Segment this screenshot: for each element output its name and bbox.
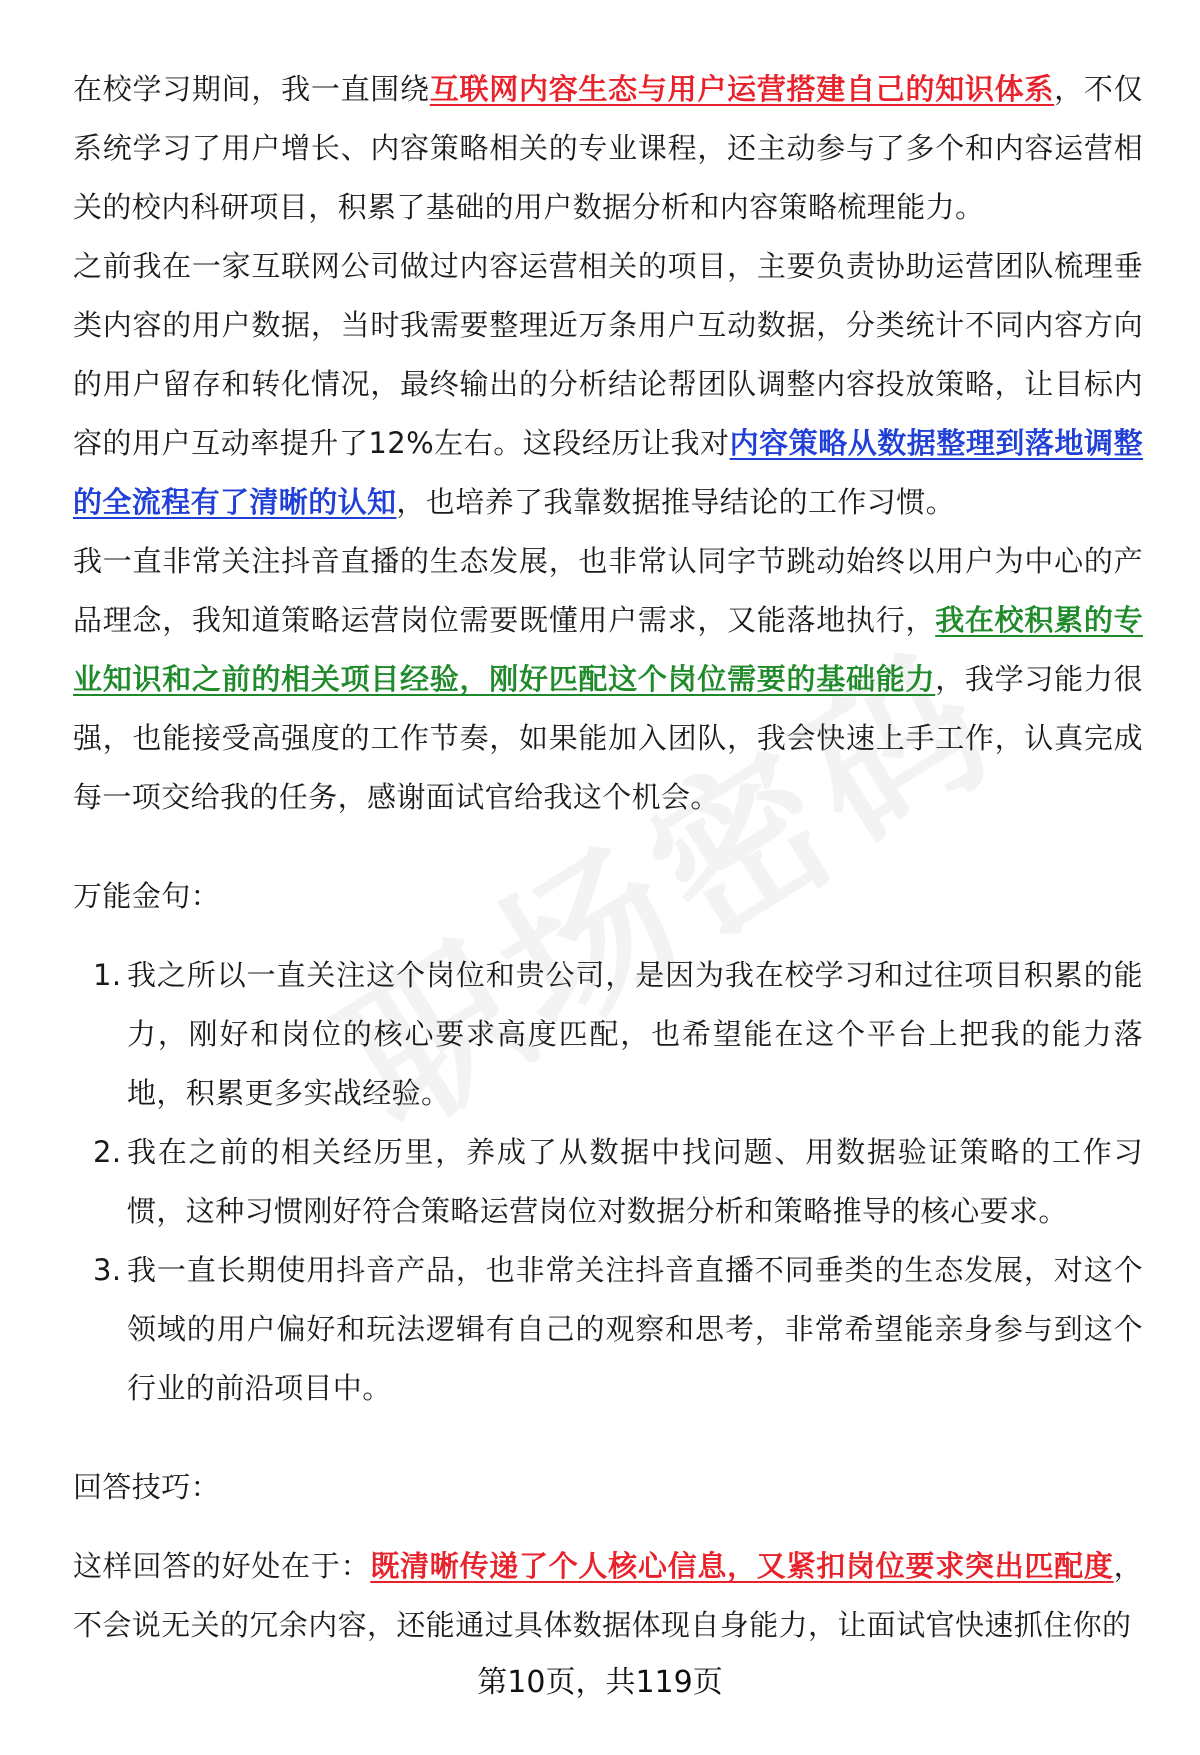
list-item-text: 我一直长期使用抖音产品，也非常关注抖音直播不同垂类的生态发展，对这个领域的用户偏好和玩法逻辑有自己的观察和思考，非常希望能亲身参与到这个行业的前沿项目中。 — [127, 1253, 1143, 1405]
list-item — [73, 1241, 1143, 1418]
paragraph-study — [73, 60, 1143, 237]
paragraph-tips — [73, 1537, 1143, 1655]
paragraph-text: ，也培养了我靠数据推导结论的工作习惯。 — [396, 485, 956, 519]
list-item — [73, 946, 1143, 1123]
golden-sentences-list — [73, 946, 1143, 1418]
list-number: 2. — [93, 1135, 122, 1169]
list-number: 1. — [93, 958, 122, 992]
paragraph-text: 这样回答的好处在于： — [73, 1549, 371, 1583]
paragraph-text: 之前我在一家互联网公司做过内容运营相关的项目，主要负责协助运营团队梳理垂类内容的用户数据，当时我需要整理近万条用户互动数据，分类统计不同内容方向的用户留存和转化情况，最终输出的分析结论帮团队调整内容投放策略，让目标内容的用户互动率提升了12%左右。这段经历让我对 — [73, 249, 1143, 460]
paragraph-text: 我一直非常关注抖音直播的生态发展，也非常认同字节跳动始终以用户为中心的产品理念，我知道策略运营岗位需要既懂用户需求，又能落地执行， — [73, 544, 1143, 637]
golden-sentences-heading: 万能金句： — [73, 879, 221, 913]
highlight-green: 我在校积累的专业知识和之前的相关项目经验，刚好匹配这个岗位需要的基础能力 — [73, 603, 1143, 696]
tips-heading: 回答技巧： — [73, 1470, 221, 1504]
paragraph-experience — [73, 237, 1143, 532]
paragraph-text: ，我学习能力很强，也能接受高强度的工作节奏，如果能加入团队，我会快速上手工作，认真完成每一项交给我的任务，感谢面试官给我这个机会。 — [73, 662, 1143, 814]
highlight-red: 既清晰传递了个人核心信息，又紧扣岗位要求突出匹配度 — [370, 1549, 1114, 1583]
list-item-text: 我之所以一直关注这个岗位和贵公司，是因为我在校学习和过往项目积累的能力，刚好和岗位的核心要求高度匹配，也希望能在这个平台上把我的能力落地，积累更多实战经验。 — [127, 958, 1143, 1110]
document-body — [73, 60, 1143, 1655]
highlight-red: 互联网内容生态与用户运营搭建自己的知识体系 — [429, 72, 1055, 106]
list-item-text: 我在之前的相关经历里，养成了从数据中找问题、用数据验证策略的工作习惯，这种习惯刚好符合策略运营岗位对数据分析和策略推导的核心要求。 — [127, 1135, 1143, 1228]
paragraph-text: ，不会说无关的冗余内容，还能通过具体数据体现自身能力，让面试官快速抓住你的 — [73, 1549, 1143, 1642]
list-item — [73, 1123, 1143, 1241]
page-number: 第10页，共119页 — [477, 1665, 723, 1700]
list-number: 3. — [93, 1253, 122, 1287]
paragraph-motivation — [73, 532, 1143, 827]
highlight-blue: 内容策略从数据整理到落地调整的全流程有了清晰的认知 — [73, 426, 1143, 519]
paragraph-text: ，不仅系统学习了用户增长、内容策略相关的专业课程，还主动参与了多个和内容运营相关的校内科研项目，积累了基础的用户数据分析和内容策略梳理能力。 — [73, 72, 1144, 224]
paragraph-text: 在校学习期间，我一直围绕 — [73, 72, 430, 106]
